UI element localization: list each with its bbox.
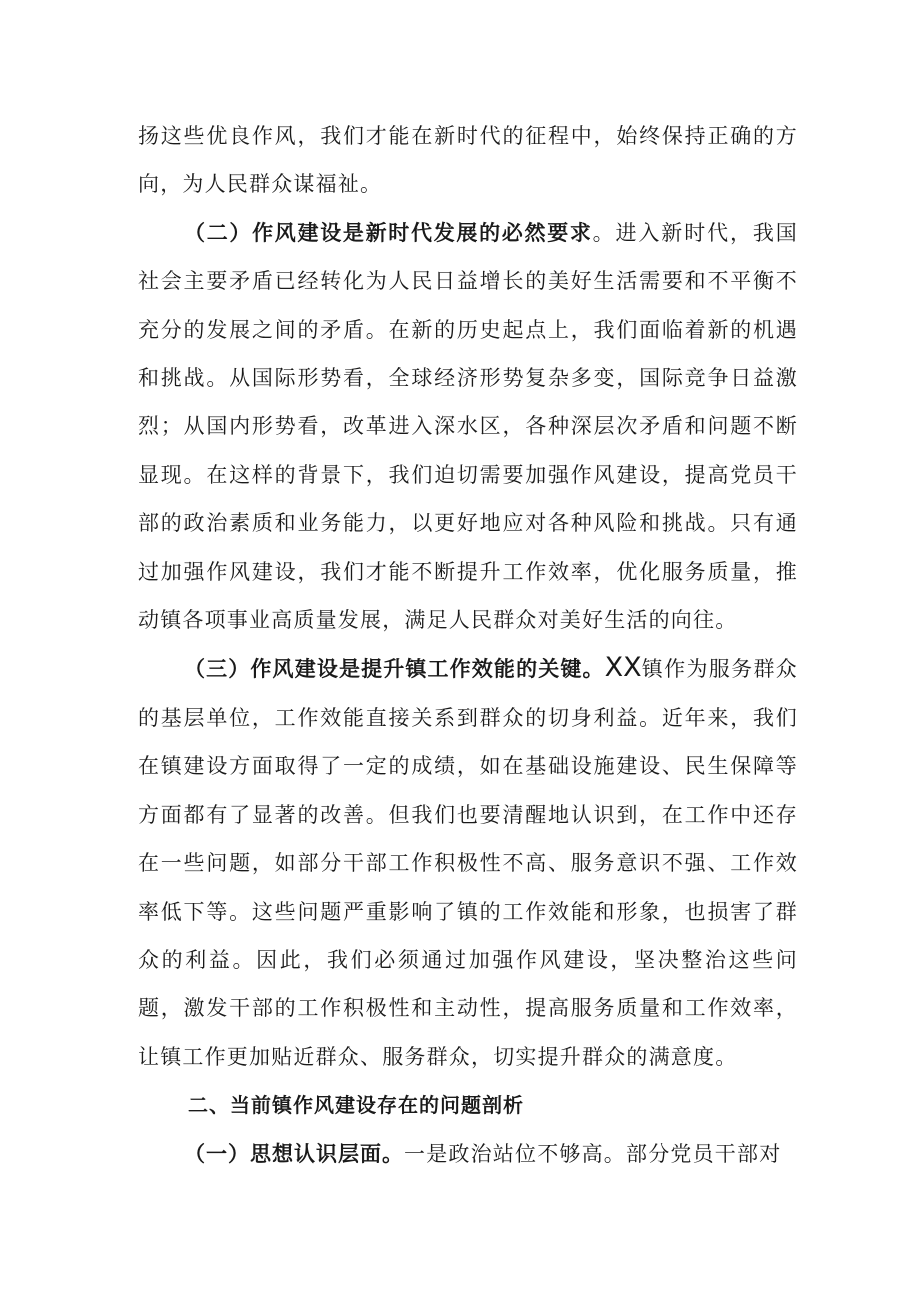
paragraph-2-body: 。进入新时代，我国社会主要矛盾已经转化为人民日益增长的美好生活需要和不平衡不充分的发展之间的矛盾。在新的历史起点上，我们面临着新的机遇和挑战。从国际形势看，全球经济形势复杂多变，国际竞争日益激烈；从国内形势看，改革进入深水区，各种深层次矛盾和问题不断显现。在这样的背景下，我们迫切需要加强作风建设，提高党员干部的政治素质和业务能力，以更好地应对各种风险和挑战。只有通过加强作风建设，我们才能不断提升工作效率，优化服务质量，推动镇各项事业高质量发展，满足人民群众对美好生活的向往。 [138,220,798,633]
paragraph-3-heading: （三）作风建设是提升镇工作效能的关键。 [184,657,605,682]
paragraph-intro [138,112,798,209]
paragraph-3 [138,644,798,1081]
paragraph-4 [138,1130,798,1178]
paragraph-3-body: 镇作为服务群众的基层单位，工作效能直接关系到群众的切身利益。近年来，我们在镇建设方面取得了一定的成绩，如在基础设施建设、民生保障等方面都有了显著的改善。但我们也要清醒地认识到，在工作中还存在一些问题，如部分干部工作积极性不高、服务意识不强、工作效率低下等。这些问题严重影响了镇的工作效能和形象，也损害了群众的利益。因此，我们必须通过加强作风建设，坚决整治这些问题，激发干部的工作积极性和主动性，提高服务质量和工作效率，让镇工作更加贴近群众、服务群众，切实提升群众的满意度。 [138,657,798,1069]
paragraph-intro-text: 扬这些优良作风，我们才能在新时代的征程中，始终保持正确的方向，为人民群众谋福祉。 [138,124,798,197]
paragraph-4-heading: （一）思想认识层面。 [184,1141,404,1166]
document-body [138,112,798,1178]
section-2-heading: 二、当前镇作风建设存在的问题剖析 [188,1093,524,1118]
paragraph-3-xx: XX [604,652,642,684]
paragraph-4-body: 一是政治站位不够高。部分党员干部对 [404,1141,782,1166]
paragraph-2 [138,209,798,645]
paragraph-2-heading: （二）作风建设是新时代发展的必然要求 [184,220,593,245]
